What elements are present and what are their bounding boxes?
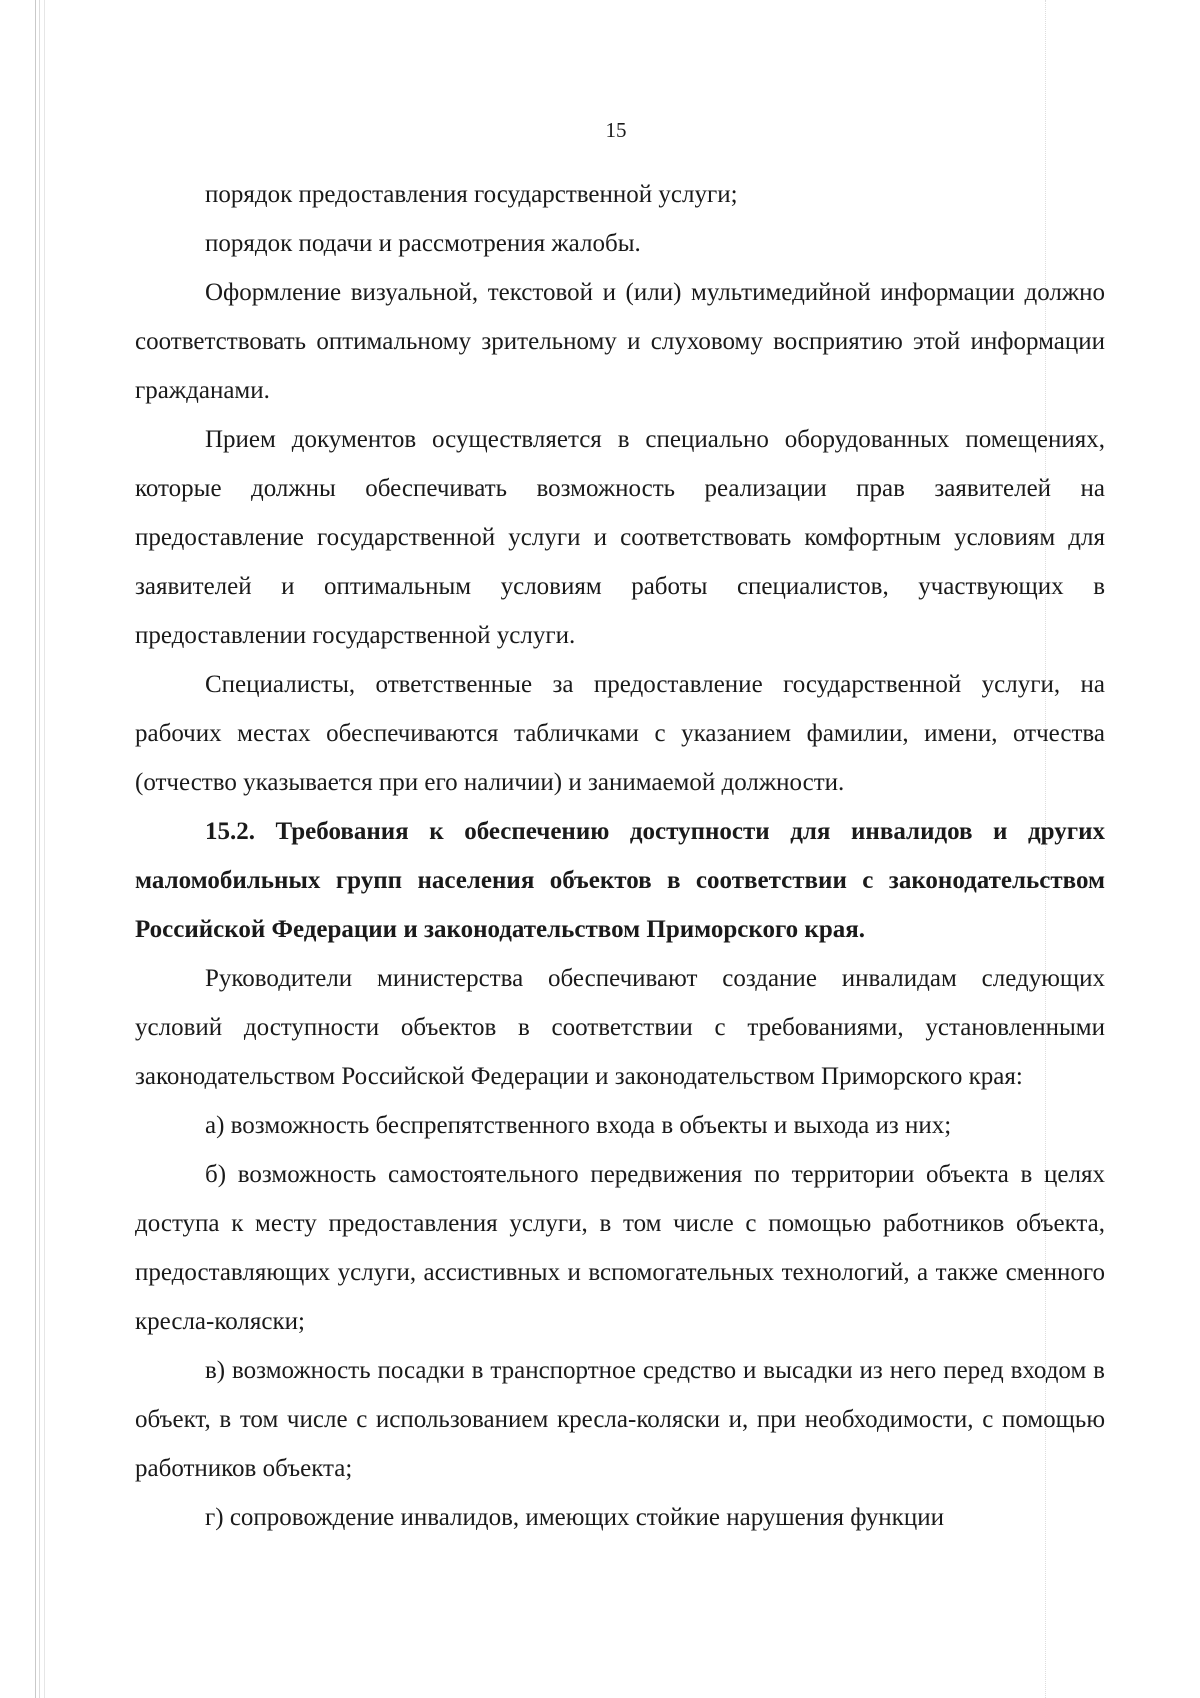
paragraph-accessibility-conditions: Руководители министерства обеспечивают создание инвалидам следующих условий доступности объектов в соответствии с требованиями, установленными законодательством Российской Федерации и законодательством Приморского края: <box>135 965 1105 1090</box>
scan-edge-line <box>35 0 36 1698</box>
list-item-g: г) сопровождение инвалидов, имеющих стойкие нарушения функции <box>205 1504 944 1531</box>
document-body <box>135 170 1105 1542</box>
paragraph-information-design: Оформление визуальной, текстовой и (или) мультимедийной информации должно соответствовать оптимальному зрительному и слуховому восприятию этой информации гражданами. <box>135 279 1105 404</box>
section-heading-15-2: 15.2. Требования к обеспечению доступности для инвалидов и других маломобильных групп населения объектов в соответствии с законодательством Российской Федерации и законодательством Приморского края. <box>135 818 1105 943</box>
paragraph-document-reception: Прием документов осуществляется в специально оборудованных помещениях, которые должны обеспечивать возможность реализации прав заявителей на предоставление государственной услуги и соответствовать комфортным условиям для заявителей и оптимальным условиям работы специалистов, участвующих в предоставлении государственной услуги. <box>135 426 1105 649</box>
scan-edge-line <box>44 0 45 1698</box>
paragraph-specialists-signs: Специалисты, ответственные за предоставление государственной услуги, на рабочих местах обеспечиваются табличками с указанием фамилии, имени, отчества (отчество указывается при его наличии) и занимаемой должности. <box>135 671 1105 796</box>
page-number: 15 <box>605 118 627 142</box>
list-item-a: а) возможность беспрепятственного входа в объекты и выхода из них; <box>205 1112 952 1139</box>
paragraph-procedure-provision: порядок предоставления государственной услуги; <box>205 181 738 208</box>
list-item-v: в) возможность посадки в транспортное средство и высадки из него перед входом в объект, в том числе с использованием кресла-коляски и, при необходимости, с помощью работников объекта; <box>135 1357 1105 1482</box>
paragraph-procedure-complaint: порядок подачи и рассмотрения жалобы. <box>205 230 641 257</box>
scan-edge-line <box>39 0 40 1698</box>
list-item-b: б) возможность самостоятельного передвижения по территории объекта в целях доступа к месту предоставления услуги, в том числе с помощью работников объекта, предоставляющих услуги, ассистивных и вспомогательных технологий, а также сменного кресла-коляски; <box>135 1161 1105 1335</box>
